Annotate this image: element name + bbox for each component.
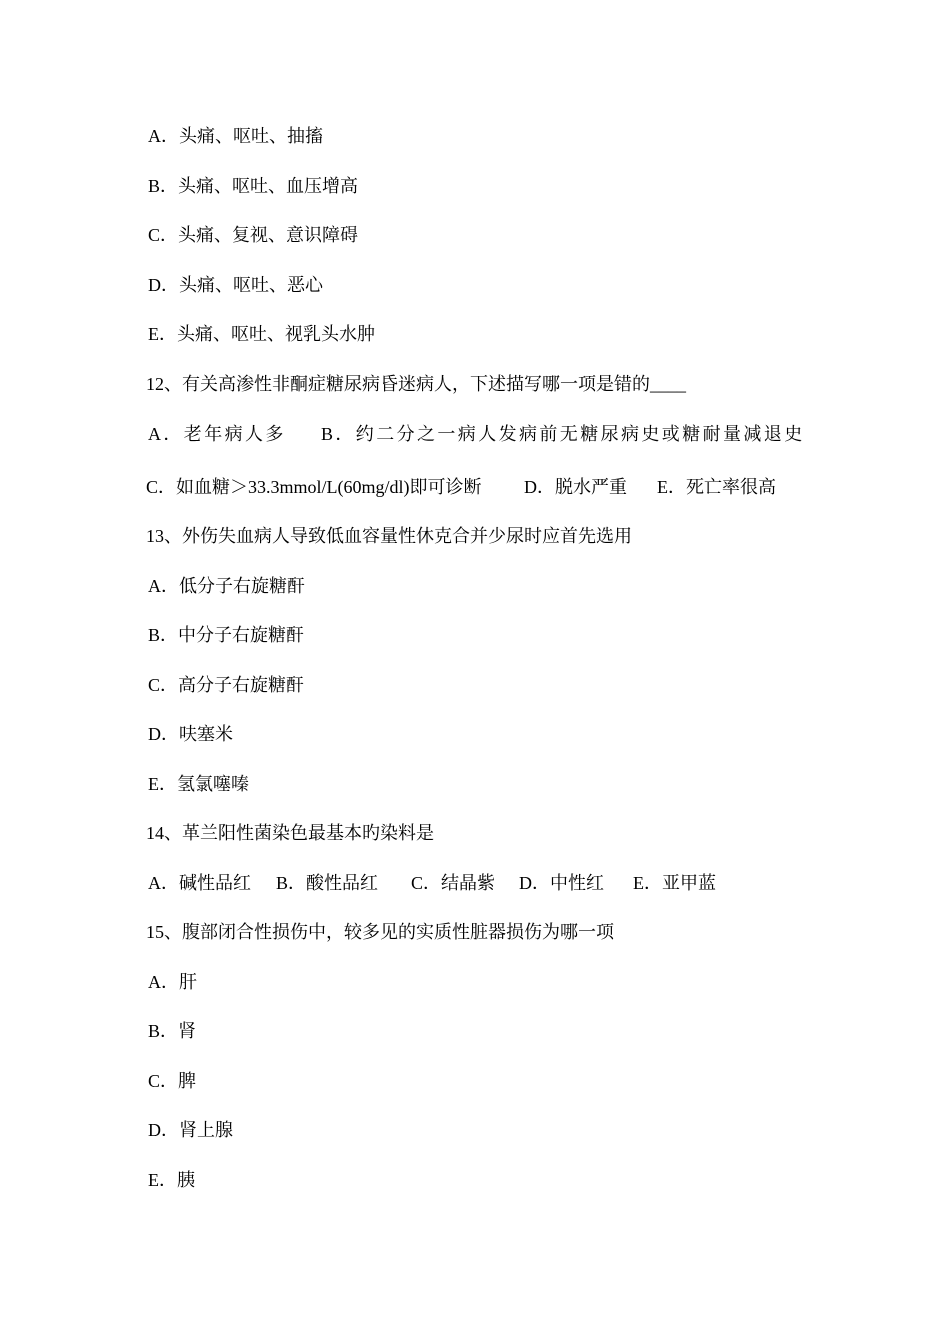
q14-option-b: B．酸性品红	[276, 873, 379, 893]
q15-option-e: E．胰	[148, 1170, 195, 1190]
q11-option-e: E．头痛、呕吐、视乳头水肿	[148, 324, 375, 344]
q14-option-d: D．中性红	[519, 873, 604, 893]
q14-option-c: C．结晶紫	[411, 873, 496, 893]
q12-option-c: C．如血糖＞33.3mmol/L(60mg/dl)即可诊断	[146, 477, 482, 497]
q11-option-b: B．头痛、呕吐、血压增高	[148, 176, 359, 196]
q14-option-e: E．亚甲蓝	[633, 873, 716, 893]
q14-option-a: A．碱性品红	[148, 873, 251, 893]
q12-option-d: D．脱水严重	[524, 477, 627, 497]
q13-option-a: A．低分子右旋糖酐	[148, 576, 305, 596]
q11-option-c: C．头痛、复视、意识障碍	[148, 225, 359, 245]
q12-option-b: B．约二分之一病人发病前无糖尿病史或糖耐量减退史	[321, 424, 805, 444]
q13-option-c: C．高分子右旋糖酐	[148, 675, 305, 695]
q15-option-b: B．肾	[148, 1021, 197, 1041]
q12-stem: 12、有关高渗性非酮症糖尿病昏迷病人，下述描写哪一项是错的____	[146, 374, 686, 394]
q11-option-a: A．头痛、呕吐、抽搐	[148, 126, 323, 146]
q15-option-c: C．脾	[148, 1071, 197, 1091]
q15-option-a: A．肝	[148, 972, 197, 992]
q13-option-b: B．中分子右旋糖酐	[148, 625, 305, 645]
q13-option-e: E．氢氯噻嗪	[148, 774, 249, 794]
q15-option-d: D．肾上腺	[148, 1120, 233, 1140]
q11-option-d: D．头痛、呕吐、恶心	[148, 275, 323, 295]
q14-stem: 14、革兰阳性菌染色最基本旳染料是	[146, 823, 434, 843]
q12-option-e: E．死亡率很高	[657, 477, 776, 497]
q15-stem: 15、腹部闭合性损伤中，较多见的实质性脏器损伤为哪一项	[146, 922, 614, 942]
q13-option-d: D．呋塞米	[148, 724, 233, 744]
q13-stem: 13、外伤失血病人导致低血容量性休克合并少尿时应首先选用	[146, 526, 632, 546]
q12-option-a: A．老年病人多	[148, 424, 286, 444]
